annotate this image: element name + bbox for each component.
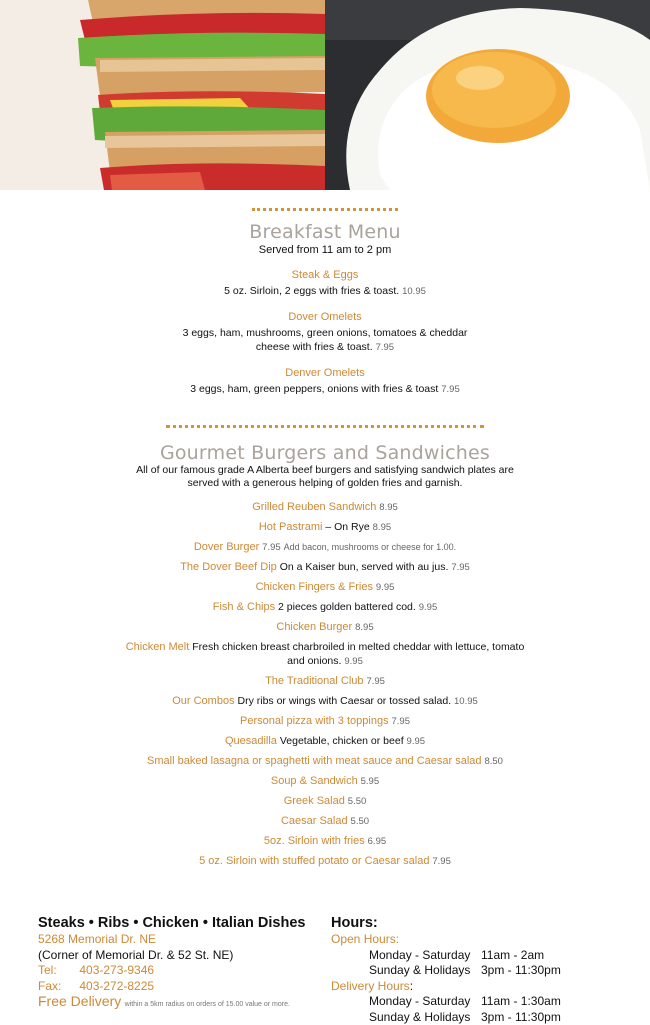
hours-info: [331, 914, 631, 1025]
burger-menu-list: [0, 500, 650, 869]
item-description: Dry ribs or wings with Caesar or tossed salad.: [235, 695, 452, 707]
hours-row: [331, 963, 631, 979]
hours-row: [331, 994, 631, 1010]
menu-item: [0, 674, 650, 689]
item-name: The Dover Beef Dip: [180, 561, 277, 573]
item-name: Grilled Reuben Sandwich: [252, 501, 376, 513]
menu-item: [0, 540, 650, 555]
hours-time: 3pm - 11:30pm: [481, 1010, 561, 1025]
item-price: 10.95: [402, 286, 426, 297]
menu-item: [0, 580, 650, 595]
breakfast-section: [0, 221, 650, 397]
item-description: 2 pieces golden battered cod.: [275, 601, 416, 613]
address-corner: (Corner of Memorial Dr. & 52 St. NE): [38, 948, 328, 964]
item-name: Chicken Fingers & Fries: [256, 581, 373, 593]
hours-time: 3pm - 11:30pm: [481, 963, 561, 979]
item-note: Add bacon, mushrooms or cheese for 1.00.: [284, 542, 457, 552]
burgers-intro: All of our famous grade A Alberta beef burgers and satisfying sandwich plates are served with a generous helping of golden fries and garnish.: [125, 464, 525, 490]
item-name: Our Combos: [172, 695, 234, 707]
item-description: – On Rye: [322, 521, 369, 533]
item-name: Small baked lasagna or spaghetti with meat sauce and Caesar salad: [147, 755, 481, 767]
menu-item: [0, 500, 650, 515]
item-price: 8.95: [373, 522, 392, 533]
menu-item: [0, 310, 650, 355]
tel-number: 403-273-9346: [79, 963, 154, 977]
item-price: 8.50: [484, 756, 503, 767]
item-name: Soup & Sandwich: [271, 775, 358, 787]
menu-item: [0, 754, 650, 769]
item-name: Dover Omelets: [0, 310, 650, 324]
item-name: The Traditional Club: [265, 675, 363, 687]
item-price: 7.95: [392, 716, 411, 727]
hours-title: Hours:: [331, 914, 631, 932]
fax-label: Fax:: [38, 979, 76, 995]
item-name: 5 oz. Sirloin with stuffed potato or Caesar salad: [199, 855, 429, 867]
menu-item: [0, 694, 650, 709]
item-description: 3 eggs, ham, mushrooms, green onions, tomatoes & cheddar cheese with fries & toast.: [183, 327, 468, 353]
free-delivery: Free Delivery: [38, 993, 121, 1009]
item-name: 5oz. Sirloin with fries: [264, 835, 365, 847]
footer: [0, 910, 650, 1024]
menu-item: [0, 620, 650, 635]
hours-days: Sunday & Holidays: [369, 963, 481, 979]
item-description: Vegetable, chicken or beef: [277, 735, 404, 747]
item-price: 8.95: [379, 502, 398, 513]
contact-info: [38, 914, 328, 1013]
address: 5268 Memorial Dr. NE: [38, 932, 328, 948]
fried-egg-photo: [325, 0, 650, 190]
item-name: Caesar Salad: [281, 815, 348, 827]
item-description: Fresh chicken breast charbroiled in melted cheddar with lettuce, tomato and onions.: [189, 641, 524, 667]
item-price: 5.50: [351, 816, 370, 827]
menu-item: [0, 814, 650, 829]
item-description: On a Kaiser bun, served with au jus.: [277, 561, 449, 573]
item-price: 7.95: [366, 676, 385, 687]
burgers-title: Gourmet Burgers and Sandwiches: [0, 442, 650, 464]
item-name: Fish & Chips: [213, 601, 275, 613]
menu-item: [0, 600, 650, 615]
item-price: 7.95: [376, 342, 395, 353]
divider-dots: [166, 425, 484, 428]
item-price: 7.95: [441, 384, 460, 395]
item-description: 3 eggs, ham, green peppers, onions with fries & toast: [190, 383, 438, 395]
hours-time: 11am - 1:30am: [481, 994, 561, 1010]
item-name: Greek Salad: [284, 795, 345, 807]
breakfast-title: Breakfast Menu: [0, 221, 650, 243]
hours-time: 11am - 2am: [481, 948, 544, 964]
item-price: 7.95: [262, 542, 281, 553]
breakfast-served-hours: Served from 11 am to 2 pm: [0, 243, 650, 257]
menu-item: [0, 560, 650, 575]
item-price: 7.95: [451, 562, 470, 573]
delivery-line: [38, 994, 328, 1013]
menu-item: [0, 854, 650, 869]
hours-days: Monday - Saturday: [369, 948, 481, 964]
burgers-section: [0, 442, 650, 869]
delivery-hours-text: Delivery Hours: [331, 979, 410, 993]
item-name: Chicken Melt: [126, 641, 190, 653]
item-name: Quesadilla: [225, 735, 277, 747]
item-price: 9.95: [344, 656, 363, 667]
item-name: Chicken Burger: [276, 621, 352, 633]
hours-days: Sunday & Holidays: [369, 1010, 481, 1025]
item-price: 8.95: [355, 622, 374, 633]
delivery-hours-label: [331, 979, 631, 995]
menu-item: [0, 520, 650, 535]
item-price: 9.95: [376, 582, 395, 593]
menu-item: [0, 268, 650, 299]
item-name: Steak & Eggs: [0, 268, 650, 282]
item-price: 9.95: [407, 736, 426, 747]
delivery-hours-colon: :: [410, 979, 413, 993]
tagline: Steaks • Ribs • Chicken • Italian Dishes: [38, 914, 328, 932]
menu-item: [0, 834, 650, 849]
item-description: 5 oz. Sirloin, 2 eggs with fries & toast.: [224, 285, 399, 297]
menu-item: [0, 640, 650, 669]
item-price: 9.95: [419, 602, 438, 613]
menu-item: [0, 794, 650, 809]
open-hours-label: Open Hours:: [331, 932, 631, 948]
delivery-note: within a 5km radius on orders of 15.00 value or more.: [125, 1001, 290, 1008]
tel-label: Tel:: [38, 963, 76, 979]
phone-line: [38, 963, 328, 979]
fax-number: 403-272-8225: [79, 979, 154, 993]
hero-photos: [0, 0, 650, 190]
sandwich-photo: [0, 0, 325, 190]
item-price: 5.95: [361, 776, 380, 787]
hours-row: [331, 1010, 631, 1025]
item-name: Personal pizza with 3 toppings: [240, 715, 389, 727]
item-name: Dover Burger: [194, 541, 259, 553]
item-price: 5.50: [348, 796, 367, 807]
divider-dots: [252, 208, 398, 211]
item-name: Denver Omelets: [0, 366, 650, 380]
hero-banner: [0, 0, 650, 190]
hours-days: Monday - Saturday: [369, 994, 481, 1010]
item-price: 6.95: [368, 836, 387, 847]
menu-item: [0, 366, 650, 397]
menu-item: [0, 734, 650, 749]
menu-item: [0, 714, 650, 729]
item-price: 10.95: [454, 696, 478, 707]
item-price: 7.95: [432, 856, 451, 867]
item-name: Hot Pastrami: [259, 521, 323, 533]
hours-row: [331, 948, 631, 964]
menu-item: [0, 774, 650, 789]
fax-line: [38, 979, 328, 995]
